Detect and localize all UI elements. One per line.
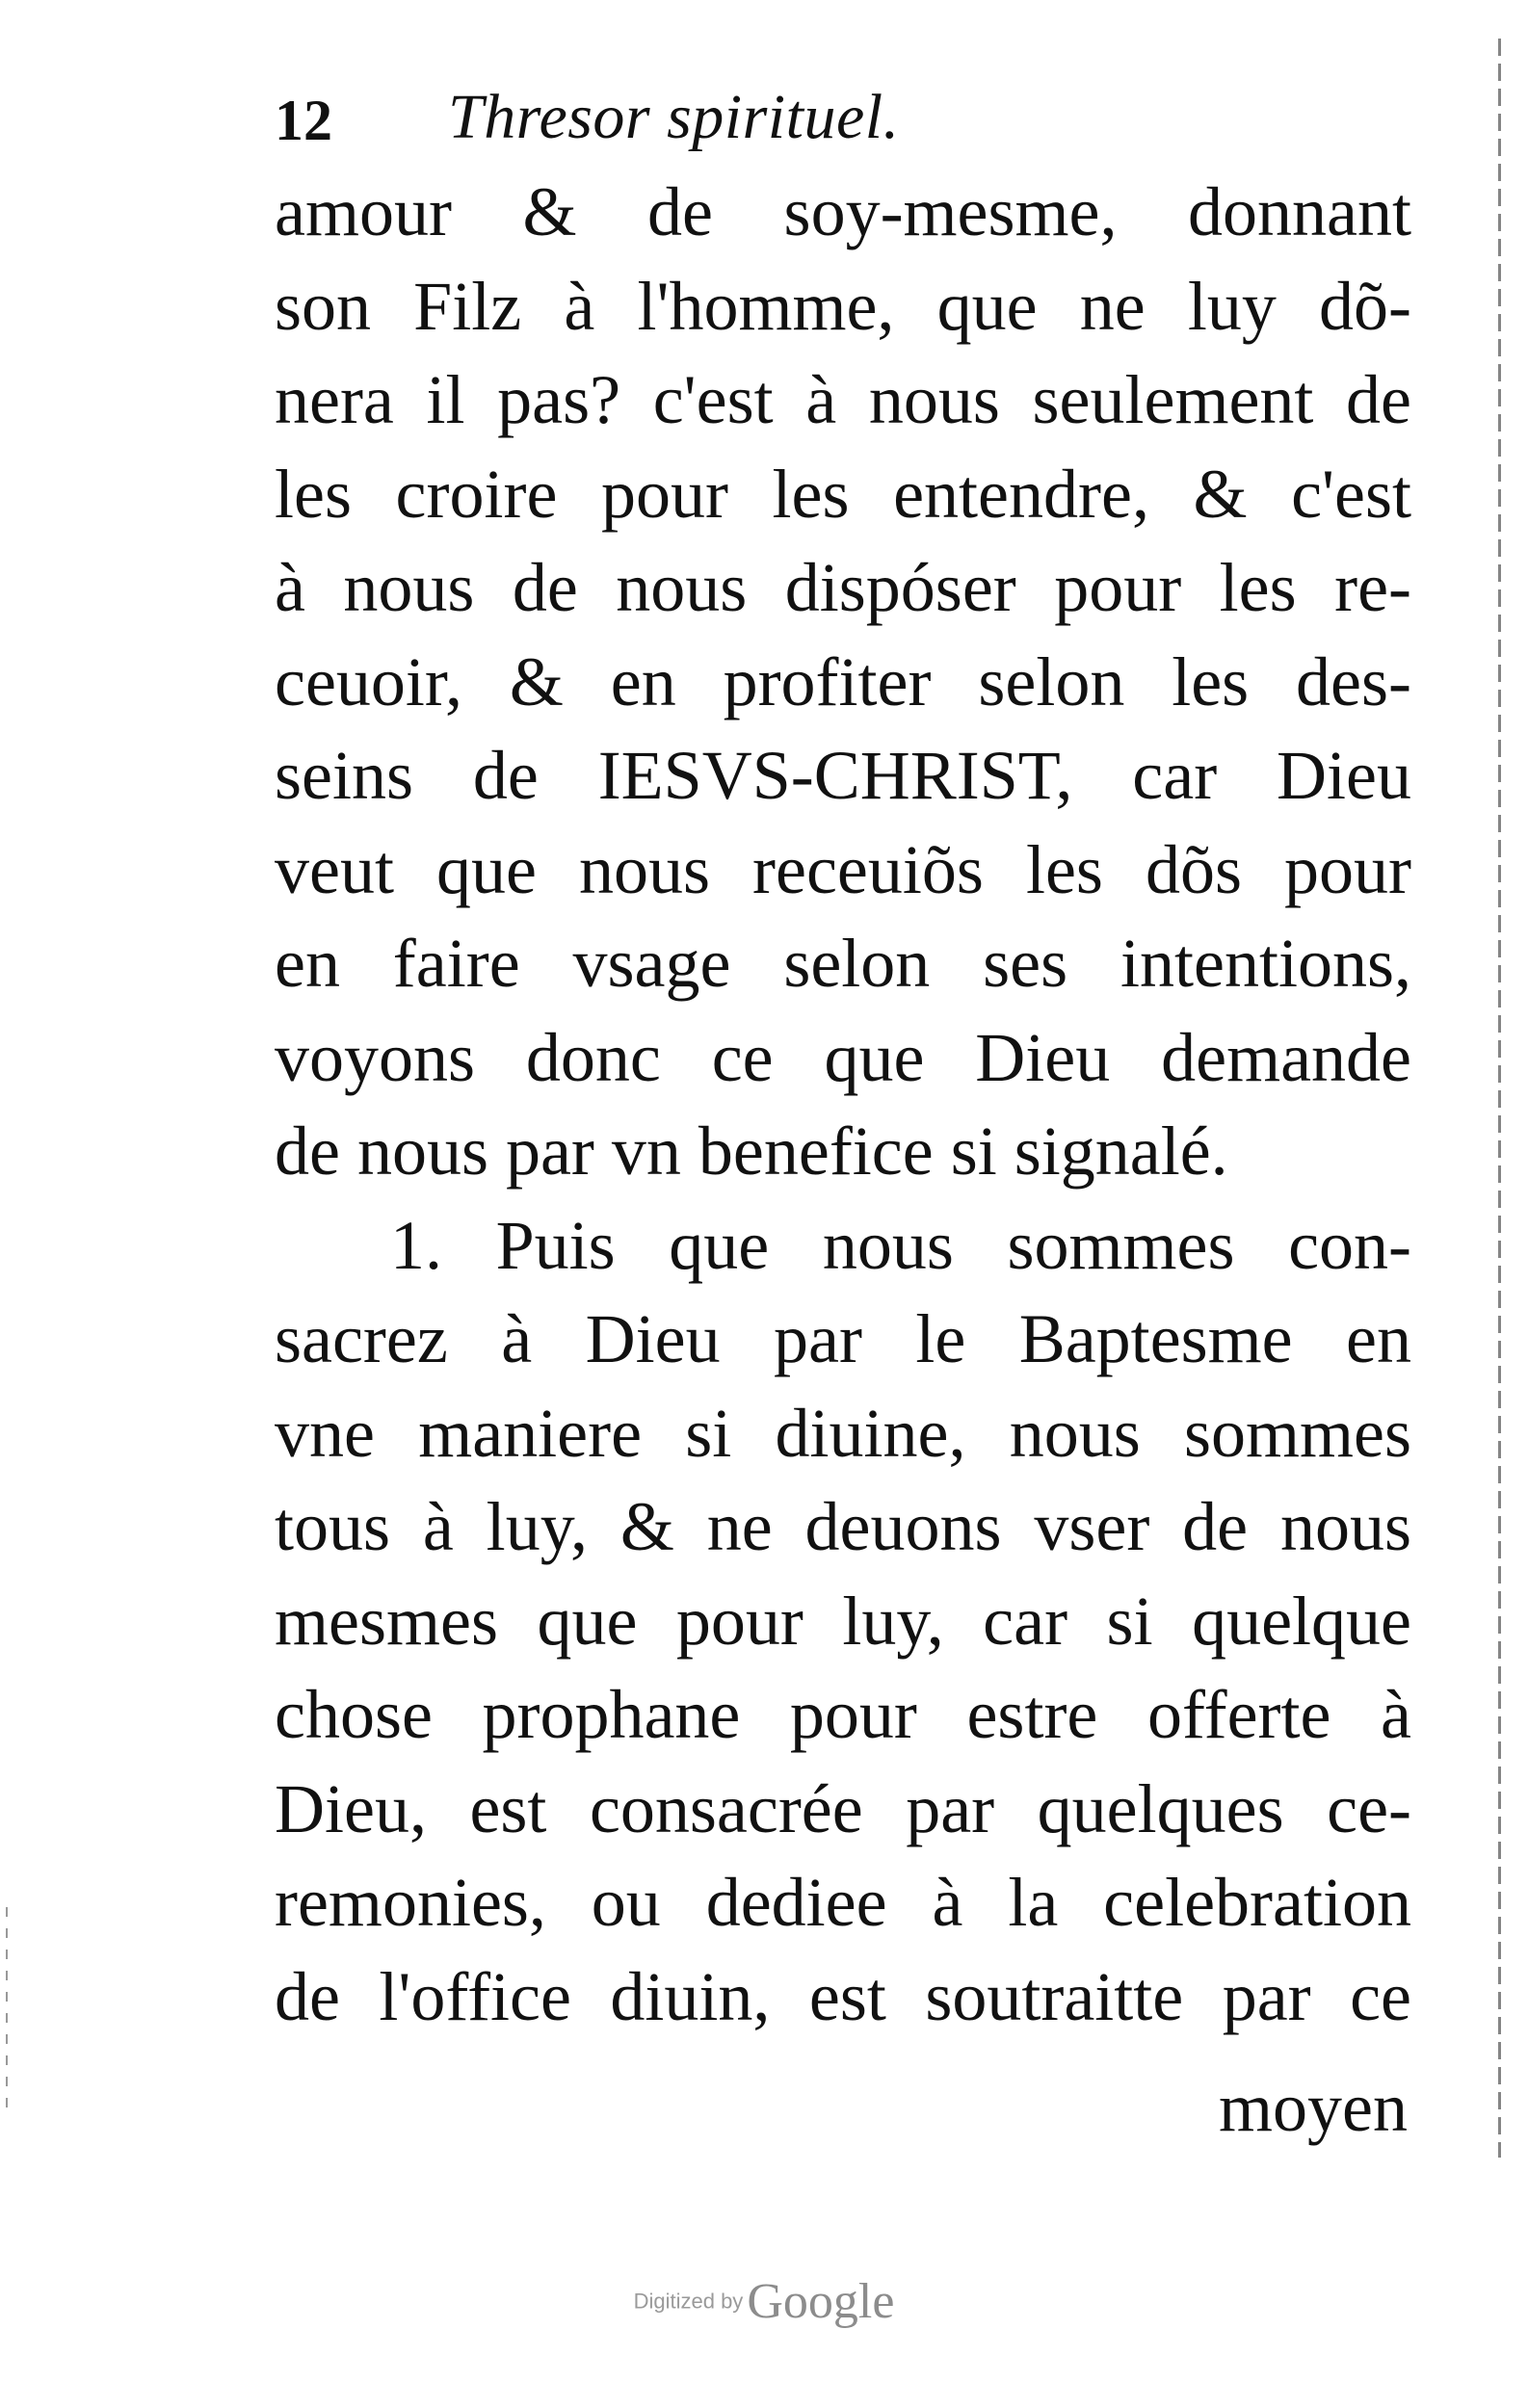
text-line: tous à luy, & ne deuons vser de nous <box>275 1488 1411 1565</box>
text-line: mesmes que pour luy, car si quelque <box>275 1582 1411 1660</box>
text-line: les croire pour les entendre, & c'est <box>275 455 1411 533</box>
text-line: Dieu, est consacrée par quelques ce- <box>275 1769 1411 1847</box>
text-line: nera il pas? c'est à nous seulement de <box>275 361 1411 438</box>
text-line: chose prophane pour estre offerte à <box>275 1676 1411 1753</box>
text-line: de l'office diuin, est soutraitte par ce <box>275 1957 1411 2035</box>
text-line: sacrez à Dieu par le Baptesme en <box>275 1300 1411 1377</box>
text-line: vne maniere si diuine, nous sommes <box>275 1394 1411 1472</box>
text-line: ceuoir, & en profiter selon les des- <box>275 642 1411 720</box>
page-number: 12 <box>275 89 332 152</box>
text-line: 1. Puis que nous sommes con- <box>390 1206 1411 1284</box>
page-header <box>275 58 1421 154</box>
digitization-watermark <box>0 2273 1528 2330</box>
text-line: veut que nous receuiõs les dõs pour <box>275 830 1411 908</box>
text-line: son Filz à l'homme, que ne luy dõ- <box>275 267 1411 345</box>
running-title: Thresor spirituel. <box>448 82 900 152</box>
text-line: amour & de soy-mesme, donnant <box>275 173 1411 250</box>
catchword: moyen <box>1219 2069 1408 2146</box>
scan-edge-left <box>6 1907 8 2119</box>
google-logo: Google <box>747 2274 895 2329</box>
body-text <box>275 166 1411 2044</box>
text-line: voyons donc ce que Dieu demande <box>275 1018 1411 1096</box>
text-line: en faire vsage selon ses intentions, <box>275 925 1411 1002</box>
text-line: à nous de nous dispóser pour les re- <box>275 549 1411 626</box>
scan-edge-right <box>1498 39 1501 2158</box>
text-line: seins de IESVS-CHRIST, car Dieu <box>275 737 1411 814</box>
digitized-label: Digitized by <box>633 2289 744 2314</box>
text-line: remonies, ou dediee à la celebration <box>275 1864 1411 1941</box>
text-line: de nous par vn benefice si signalé. <box>275 1112 1228 1190</box>
